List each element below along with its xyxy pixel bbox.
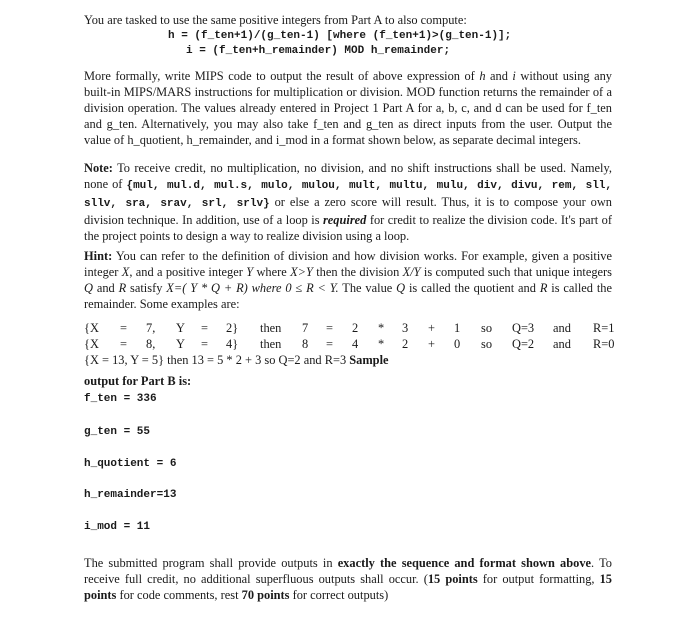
- ex3-text: {X = 13, Y = 5} then 13 = 5 * 2 + 3 so Q=2 and R=3: [84, 353, 350, 367]
- forbidden-instructions: {mul, mul.d, mul.s, mulo, mulou, mult, multu, mulu, div, divu, rem, sll, sllv, sra, srav, srl, srlv}: [84, 180, 612, 210]
- condition: X>Y: [290, 265, 313, 279]
- ex2-cell: *: [378, 337, 385, 351]
- ex1-cell: 7: [302, 321, 309, 335]
- ex1-cell: Q=3: [512, 321, 535, 335]
- var-r2: R: [539, 281, 548, 295]
- hint-text-i: is called the quotient and: [405, 281, 540, 295]
- var-r: R: [118, 281, 127, 295]
- final-text-a: The submitted program shall provide outputs in: [84, 556, 338, 570]
- ex1-cell: Y: [176, 321, 185, 335]
- note-label: Note:: [84, 161, 113, 175]
- ex1-cell: R=1: [593, 321, 615, 335]
- output-f-ten: f_ten = 336: [84, 393, 157, 405]
- hint-text-e: is computed such that unique integers: [420, 265, 613, 279]
- ex1-cell: 7,: [146, 321, 156, 335]
- ex2-cell: 4}: [226, 337, 239, 351]
- ex2-cell: then: [260, 337, 282, 351]
- var-y: Y: [246, 265, 254, 279]
- hint-text-h: The value: [338, 281, 397, 295]
- var-h: h: [479, 69, 486, 83]
- output-i-mod: i_mod = 11: [84, 521, 151, 533]
- example-row-2: [84, 336, 624, 352]
- hint-label: Hint:: [84, 249, 113, 263]
- ex1-cell: 2: [352, 321, 359, 335]
- example-row-3: [84, 352, 389, 368]
- ex2-cell: Y: [176, 337, 185, 351]
- var-q2: Q: [396, 281, 406, 295]
- output-g-ten: g_ten = 55: [84, 426, 151, 438]
- hint-text-j: is called the remainder. Some examples are:: [84, 281, 612, 311]
- ex2-cell: +: [428, 337, 435, 351]
- output-h-quotient: h_quotient = 6: [84, 458, 177, 470]
- description-text-b: without using any built-in MIPS/MARS instructions for multiplication or division. MOD function returns the remainder of a division operation. The values already entered in Project 1 Part A for a, b, c, and d can be used for f_ten and g_ten. Alternatively, you may also take f_ten and g_ten as direct inputs from the user. Output the value of h_quotient, h_remainder, and i_mod in a format shown below, as separate decimal integers.: [84, 69, 612, 147]
- ex2-cell: =: [326, 337, 333, 351]
- final-text-c: for output formatting,: [477, 572, 600, 586]
- division-equation: X=( Y * Q + R) where 0 ≤ R < Y.: [166, 281, 339, 295]
- ex1-cell: 2}: [226, 321, 239, 335]
- ex1-cell: 1: [454, 321, 461, 335]
- final-text-d: for code comments, rest: [116, 588, 242, 602]
- description-and: and: [485, 69, 513, 83]
- points-comments: 15 points: [84, 572, 612, 602]
- division-expr: X/Y: [402, 265, 421, 279]
- final-emphasis: exactly the sequence and format shown above: [337, 556, 592, 570]
- ex1-cell: *: [378, 321, 385, 335]
- hint-text-a: You can refer to the definition of division and how division works. For example, given a positive integer: [84, 249, 612, 279]
- hint-text-f: and: [92, 281, 119, 295]
- ex1-cell: =: [201, 321, 208, 335]
- ex2-cell: and: [553, 337, 571, 351]
- var-q: Q: [84, 281, 93, 295]
- output-h-remainder: h_remainder=13: [84, 489, 177, 501]
- note-text-b: or else a zero score will result. Thus, it is to compose your own division technique. In addition, use of a loop is: [84, 195, 612, 227]
- hint-text-c: where: [253, 265, 291, 279]
- ex2-cell: {X: [84, 337, 99, 351]
- hint-text-b: , and a positive integer: [129, 265, 247, 279]
- ex1-cell: {X: [84, 321, 99, 335]
- ex2-cell: 4: [352, 337, 359, 351]
- final-text-b: . To receive full credit, no additional superfluous outputs shall occur. (: [84, 556, 612, 586]
- ex1-cell: and: [553, 321, 571, 335]
- final-paragraph: [84, 555, 612, 603]
- ex1-cell: so: [481, 321, 493, 335]
- hint-text-d: then the division: [312, 265, 403, 279]
- ex1-cell: =: [120, 321, 127, 335]
- note-text-a: To receive credit, no multiplication, no division, and no shift instructions shall be used. Namely, none of: [84, 161, 612, 191]
- ex2-cell: 8: [302, 337, 309, 351]
- ex2-cell: =: [120, 337, 127, 351]
- ex2-cell: R=0: [593, 337, 615, 351]
- note-text-c: for credit to realize the division code. It's part of the project points to design a way to realize division using a loop.: [84, 213, 613, 243]
- example-row-1: [84, 320, 624, 336]
- hint-paragraph: [84, 248, 612, 312]
- required-emphasis: required: [322, 213, 367, 227]
- formula-h: h = (f_ten+1)/(g_ten-1) [where (f_ten+1)>(g_ten-1)];: [168, 30, 512, 42]
- ex1-cell: 3: [402, 321, 409, 335]
- ex1-cell: then: [260, 321, 282, 335]
- ex2-cell: =: [201, 337, 208, 351]
- var-x: X: [121, 265, 130, 279]
- ex1-cell: =: [326, 321, 333, 335]
- final-text-e: for correct outputs): [289, 588, 389, 602]
- ex2-cell: 0: [454, 337, 461, 351]
- ex2-cell: so: [481, 337, 493, 351]
- hint-text-g: satisfy: [126, 281, 167, 295]
- ex2-cell: Q=2: [512, 337, 535, 351]
- ex1-cell: +: [428, 321, 435, 335]
- description-text-a: More formally, write MIPS code to output the result of above expression of: [84, 69, 480, 83]
- ex2-cell: 8,: [146, 337, 156, 351]
- formula-i: i = (f_ten+h_remainder) MOD h_remainder;: [186, 45, 451, 57]
- ex2-cell: 2: [402, 337, 409, 351]
- points-correct: 70 points: [241, 588, 290, 602]
- points-formatting: 15 points: [427, 572, 478, 586]
- var-i: i: [512, 69, 516, 83]
- description-paragraph: [84, 68, 612, 148]
- note-paragraph: [84, 160, 612, 244]
- output-heading: output for Part B is:: [84, 374, 192, 388]
- intro-text: You are tasked to use the same positive integers from Part A to also compute:: [84, 13, 467, 27]
- sample-label: Sample: [349, 353, 389, 367]
